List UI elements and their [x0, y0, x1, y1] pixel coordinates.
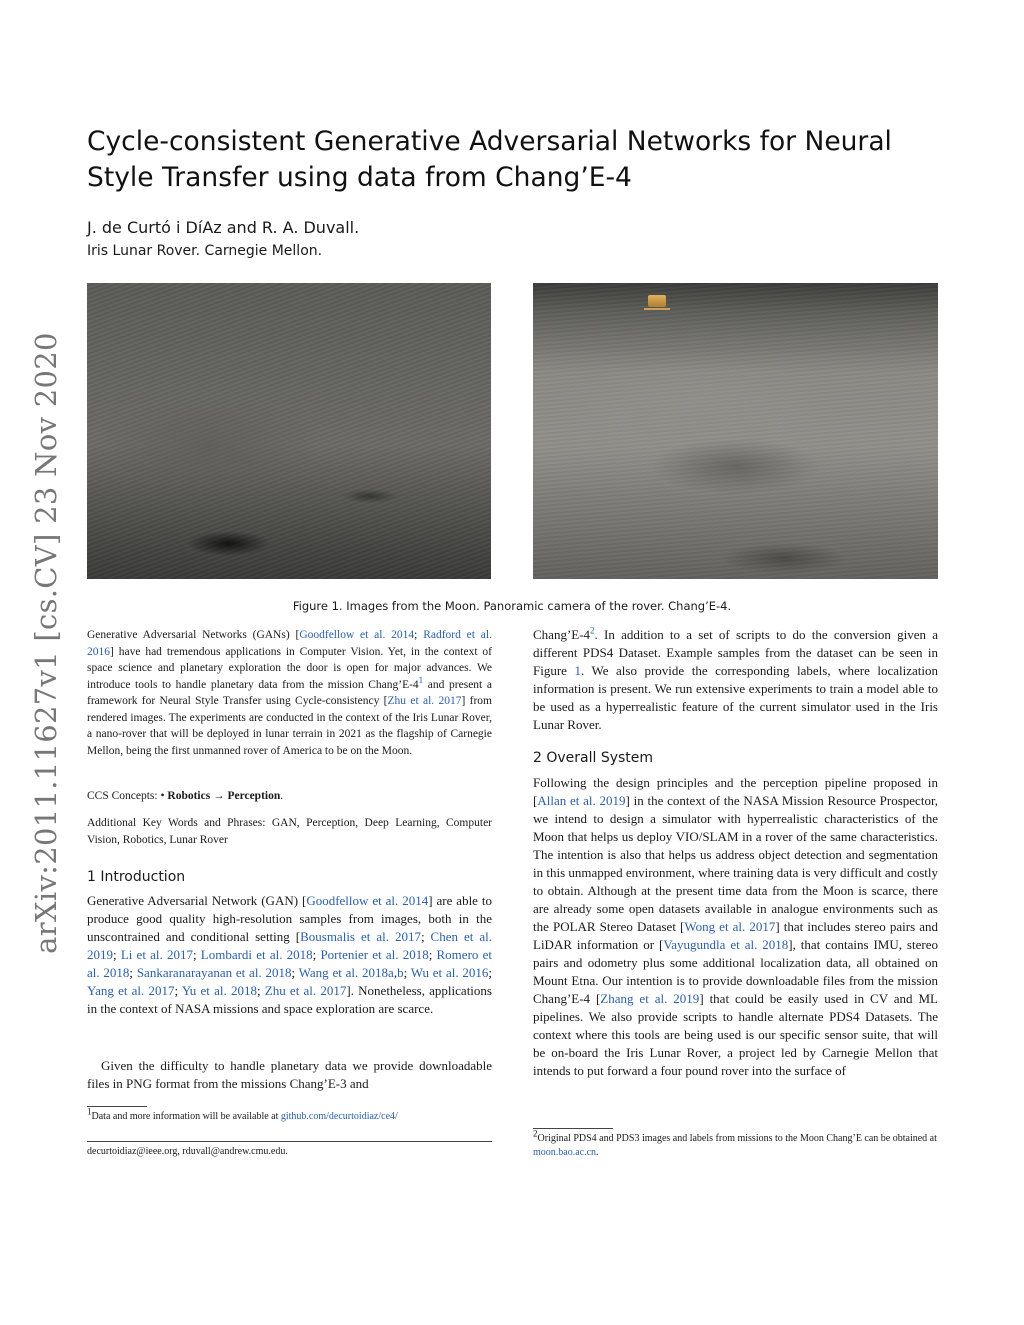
intro-paragraph-2: Given the difficulty to handle planetary data we provide downloadable files in PNG format from the missions Chang’E-3 and: [87, 1058, 492, 1091]
right-paragraph-2-content: [533, 774, 938, 1080]
figure-caption: Figure 1. Images from the Moon. Panoramic camera of the rover. Chang’E-4.: [292, 599, 732, 613]
paragraph-text: ;: [192, 947, 201, 962]
paragraph-text: ;: [312, 947, 321, 962]
footnote-rule: [87, 1106, 147, 1107]
arxiv-stamp-text: arXiv:2011.11627v1 [cs.CV] 23 Nov 2020: [29, 331, 63, 954]
paragraph-text: ,: [393, 965, 398, 980]
abstract-text: and present a framework for Neural Style Transfer using Cycle-consistency [: [87, 678, 492, 707]
footnote-ref[interactable]: 1: [418, 674, 424, 685]
ccs-concepts: [87, 788, 492, 805]
ccs-perception: Perception: [227, 790, 281, 802]
intro-paragraph-1: [87, 892, 492, 1018]
moon-image-left: [87, 283, 491, 579]
citation-link[interactable]: Vayugundla et al. 2018: [663, 937, 789, 952]
paragraph-text: ;: [428, 947, 437, 962]
citation-link[interactable]: b: [397, 965, 404, 980]
abstract-text: Generative Adversarial Networks (GANs) [: [87, 629, 300, 641]
footnote-number: 1: [87, 1106, 92, 1117]
citation-link[interactable]: Chen et al. 2019: [87, 929, 492, 962]
paragraph-text: ;: [291, 965, 299, 980]
citation-link[interactable]: Sankaranarayanan et al. 2018: [136, 965, 292, 980]
ccs-arrow: →: [210, 790, 228, 802]
citation-link[interactable]: Portenier et al. 2018: [320, 947, 429, 962]
citation-link[interactable]: Zhu et al. 2017: [264, 983, 347, 998]
email-rule: [87, 1141, 492, 1142]
citation-link[interactable]: Yang et al. 2017: [87, 983, 175, 998]
section-heading-overall-system: 2 Overall System: [533, 750, 654, 766]
section-heading-introduction: 1 Introduction: [87, 869, 186, 885]
citation-link[interactable]: Li et al. 2017: [120, 947, 193, 962]
affiliation: Iris Lunar Rover. Carnegie Mellon.: [87, 243, 323, 259]
moon-data-link[interactable]: moon.bao.ac.cn: [533, 1147, 597, 1158]
paragraph-text: Chang’E-4: [533, 627, 591, 642]
moon-image-right: [533, 283, 938, 579]
citation-link[interactable]: Radford et al. 2016: [87, 629, 492, 658]
paragraph-text: ;: [174, 983, 182, 998]
citation-link[interactable]: Wong et al. 2017: [684, 919, 776, 934]
citation-link[interactable]: Goodfellow et al. 2014: [306, 893, 429, 908]
paragraph-text: Following the design principles and the perception pipeline proposed in [: [533, 775, 938, 808]
paragraph-text: ;: [420, 929, 431, 944]
arxiv-stamp: [28, 331, 64, 954]
citation-link[interactable]: Wang et al. 2018a: [298, 965, 394, 980]
ccs-label: CCS Concepts: •: [87, 790, 168, 802]
footnote-2: [533, 1128, 938, 1160]
citation-link[interactable]: Yu et al. 2018: [181, 983, 257, 998]
paragraph-text: ;: [403, 965, 411, 980]
footnote-ref[interactable]: 2: [590, 625, 595, 636]
footnote-1: [87, 1106, 492, 1122]
paragraph-text: ] in the context of the NASA Mission Resource Prospector, we intend to design a simulator with hyperrealistic characteristics of the Moon that helps us deploy VIO/SLAM in a rover of the same characteristics. The intention is also that helps us address object detection and segmentation in this unmapped environment, where training data is very difficult and costly to obtain. Although at the present time data from the Moon is scarce, there are already some open datasets available in analogue environments such as the POLAR Stereo Dataset [: [533, 793, 938, 934]
footnote-rule: [533, 1128, 613, 1129]
paragraph-text: Generative Adversarial Network (GAN) [: [87, 893, 307, 908]
paper-title: Cycle-consistent Generative Adversarial Networks for Neural Style Transfer using data from Chang’E-4: [87, 126, 892, 193]
citation-link[interactable]: Romero et al. 2018: [87, 947, 492, 980]
footnote-number: 2: [533, 1128, 538, 1139]
authors: J. de Curtó i DíAz and R. A. Duvall.: [87, 218, 360, 237]
citation-link[interactable]: Goodfellow et al. 2014: [299, 629, 415, 641]
keywords: Additional Key Words and Phrases: GAN, Perception, Deep Learning, Computer Vision, Robotics, Lunar Rover: [87, 817, 492, 846]
paragraph-text: ;: [488, 965, 492, 980]
figure-ref-link[interactable]: 1: [574, 663, 581, 678]
abstract-text: ;: [414, 629, 424, 641]
paragraph-text: ], that contains IMU, stereo pairs and odometry plus some additional localization data, all obtained on Mount Etna. Our intention is to provide downloadable files from the mission Chang’E-4 [: [533, 937, 938, 1006]
lander-legs: [644, 303, 670, 310]
paragraph-text: ;: [113, 947, 121, 962]
paragraph-text: . We also provide the corresponding labels, where localization information is present. We run extensive experiments to train a model able to be used as a hyperrealistic feature of the current simulator used in the Iris Lunar Rover.: [533, 663, 938, 732]
footnote-text: Data and more information will be available at: [91, 1111, 281, 1122]
abstract-text: ] have had tremendous applications in Computer Vision. Yet, in the context of space science and planetary exploration the door is open for major advances. We introduce tools to handle planetary data from the mission Chang’E-4: [87, 645, 492, 691]
citation-link[interactable]: Lombardi et al. 2018: [200, 947, 313, 962]
intro-paragraph-1-content: [87, 892, 492, 1018]
citation-link[interactable]: Zhu et al. 2017: [387, 695, 462, 707]
paragraph-text: ;: [256, 983, 265, 998]
citation-link[interactable]: Bousmalis et al. 2017: [300, 929, 421, 944]
paragraph-text: ]. Nonetheless, applications in the context of NASA missions and space exploration are scarce.: [87, 983, 492, 1016]
author-emails: decurtoidiaz@ieee.org, rduvall@andrew.cmu.edu.: [87, 1146, 288, 1157]
right-paragraph-1: [533, 626, 938, 734]
abstract-text: ] from rendered images. The experiments are conducted in the context of the Iris Lunar Rover, a nano-rover that will be deployed in lunar terrain in 2021 as the flagship of Carnegie Mellon, being the first unmanned rover of America to be on the Moon.: [87, 695, 492, 757]
ccs-robotics: Robotics: [167, 790, 211, 802]
right-paragraph-2: [533, 774, 938, 1080]
paragraph-text: . In addition to a set of scripts to do the conversion given a different PDS4 Dataset. Example samples from the dataset can be seen in Figure: [533, 627, 938, 678]
footnote-text: .: [596, 1147, 599, 1158]
abstract: [87, 627, 492, 759]
github-link[interactable]: github.com/decurtoidiaz/ce4/: [280, 1111, 398, 1122]
footnote-text: Original PDS4 and PDS3 images and labels from missions to the Moon Chang’E can be obtained at: [537, 1133, 937, 1144]
paragraph-text: ] are able to produce good quality high-resolution samples from images, both in the unscontrained and conditional setting [: [87, 893, 492, 944]
paragraph-text: ] that could be easily used in CV and ML pipelines. We also provide scripts to handle alternate PDS4 Datasets. The context where this tools are being used is our specific sensor suite, that will be on-board the Iris Lunar Rover, a project led by Carnegie Mellon that intends to put forward a four pound rover into the surface of: [533, 991, 938, 1078]
paragraph-text: ;: [129, 965, 137, 980]
citation-link[interactable]: Zhang et al. 2019: [600, 991, 700, 1006]
citation-link[interactable]: Wu et al. 2016: [410, 965, 489, 980]
paragraph-text: ] that includes stereo pairs and LiDAR information or [: [533, 919, 938, 952]
ccs-end: .: [280, 790, 284, 802]
citation-link[interactable]: Allan et al. 2019: [537, 793, 626, 808]
